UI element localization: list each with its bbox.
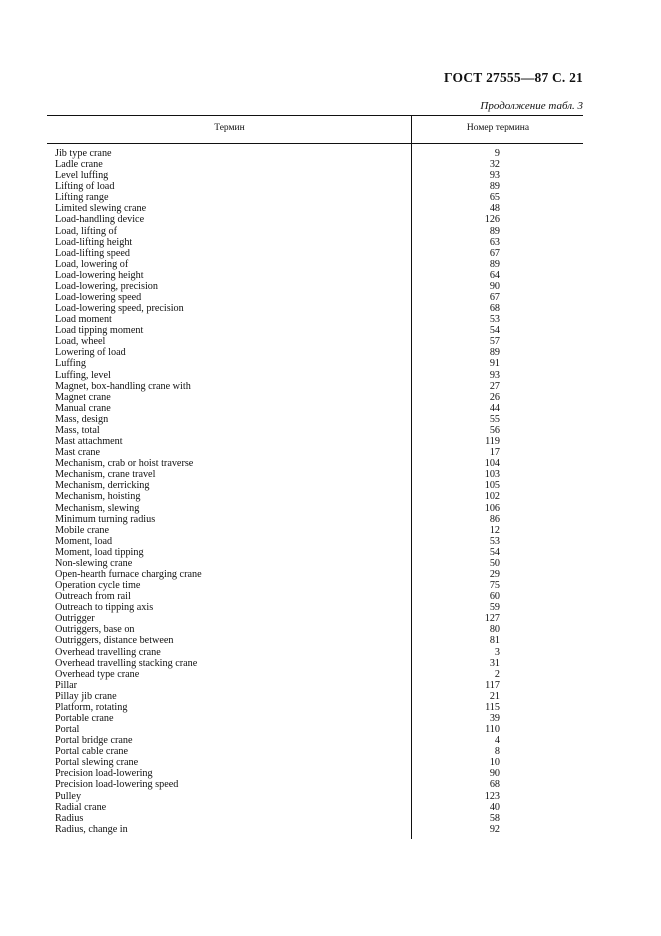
- table-row: [47, 514, 583, 525]
- term-cell: Outreach to tipping axis: [55, 602, 154, 614]
- table-row: [47, 791, 583, 802]
- term-number-cell: 55: [489, 413, 500, 425]
- term-number-cell: 56: [489, 424, 500, 436]
- term-number-cell: 80: [489, 624, 500, 636]
- term-number-cell: 26: [489, 391, 500, 403]
- term-number-cell: 89: [489, 225, 500, 237]
- term-number-cell: 2: [494, 668, 500, 680]
- term-number-cell: 93: [489, 369, 500, 381]
- term-cell: Load tipping moment: [55, 325, 144, 337]
- table-row: [47, 680, 583, 691]
- term-number-cell: 126: [484, 214, 500, 226]
- table-row: [47, 425, 583, 436]
- term-cell: Load moment: [55, 314, 112, 326]
- table-continuation-label: Продолжение табл. 3: [480, 100, 583, 112]
- table-row: [47, 148, 583, 159]
- table-row: [47, 325, 583, 336]
- table-row: [47, 314, 583, 325]
- table-row: [47, 381, 583, 392]
- table-header: [47, 115, 583, 144]
- term-cell: Portal: [55, 724, 80, 736]
- table-row: [47, 281, 583, 292]
- term-cell: Mass, total: [55, 424, 100, 436]
- term-cell: Level luffing: [55, 170, 109, 182]
- table-row: [47, 469, 583, 480]
- term-cell: Load-lowering speed, precision: [55, 303, 184, 315]
- term-number-cell: 115: [485, 701, 500, 713]
- table-row: [47, 403, 583, 414]
- term-cell: Radius: [55, 812, 84, 824]
- table-body: [47, 144, 583, 835]
- term-number-cell: 110: [485, 724, 500, 736]
- term-cell: Platform, rotating: [55, 701, 128, 713]
- term-cell: Overhead travelling stacking crane: [55, 657, 198, 669]
- table-row: [47, 602, 583, 613]
- term-cell: Jib type crane: [55, 148, 112, 159]
- term-cell: Mechanism, crab or hoist traverse: [55, 458, 194, 470]
- term-number-cell: 65: [489, 192, 500, 204]
- term-number-cell: 102: [484, 491, 500, 503]
- table-row: [47, 735, 583, 746]
- table-row: [47, 802, 583, 813]
- term-cell: Luffing, level: [55, 369, 111, 381]
- term-number-cell: 21: [489, 690, 500, 702]
- term-number-cell: 90: [489, 768, 500, 780]
- term-cell: Precision load-lowering: [55, 768, 153, 780]
- table-row: [47, 757, 583, 768]
- term-cell: Non-slewing crane: [55, 557, 133, 569]
- term-number-cell: 59: [489, 602, 500, 614]
- term-number-cell: 54: [489, 546, 500, 558]
- term-cell: Load, lowering of: [55, 258, 129, 270]
- table-row: [47, 669, 583, 680]
- term-cell: Mast crane: [55, 447, 100, 459]
- term-cell: Outriggers, base on: [55, 624, 135, 636]
- table-row: [47, 813, 583, 824]
- term-number-cell: 54: [489, 325, 500, 337]
- term-number-cell: 9: [494, 148, 500, 159]
- term-number-cell: 3: [494, 646, 500, 658]
- term-cell: Mechanism, crane travel: [55, 469, 156, 481]
- table-row: [47, 702, 583, 713]
- term-number-cell: 90: [489, 280, 500, 292]
- term-number-cell: 86: [489, 513, 500, 525]
- term-cell: Portal bridge crane: [55, 735, 133, 747]
- term-number-cell: 68: [489, 779, 500, 791]
- term-cell: Radial crane: [55, 801, 107, 813]
- page-header: ГОСТ 27555—87 С. 21: [444, 70, 583, 85]
- term-number-cell: 93: [489, 170, 500, 182]
- term-number-cell: 117: [485, 679, 500, 691]
- term-number-cell: 8: [494, 746, 500, 758]
- term-number-cell: 27: [489, 380, 500, 392]
- table-row: [47, 170, 583, 181]
- term-number-cell: 12: [489, 524, 500, 536]
- term-number-cell: 123: [484, 790, 500, 802]
- term-number-cell: 53: [489, 314, 500, 326]
- table-row: [47, 647, 583, 658]
- table-row: [47, 270, 583, 281]
- term-cell: Manual crane: [55, 402, 111, 414]
- term-number-cell: 89: [489, 258, 500, 270]
- term-cell: Radius, change in: [55, 823, 128, 835]
- table-row: [47, 824, 583, 835]
- term-cell: Portal cable crane: [55, 746, 128, 758]
- term-number-cell: 92: [489, 823, 500, 835]
- table-row: [47, 458, 583, 469]
- term-number-cell: 63: [489, 236, 500, 248]
- table-row: [47, 558, 583, 569]
- term-cell: Pulley: [55, 790, 82, 802]
- term-number-cell: 58: [489, 812, 500, 824]
- term-number-cell: 67: [489, 247, 500, 259]
- table-row: [47, 569, 583, 580]
- term-cell: Lifting range: [55, 192, 109, 204]
- term-number-cell: 32: [489, 159, 500, 171]
- term-cell: Limited slewing crane: [55, 203, 147, 215]
- table-row: [47, 491, 583, 502]
- term-cell: Overhead travelling crane: [55, 646, 161, 658]
- term-cell: Mast attachment: [55, 436, 123, 448]
- term-number-cell: 60: [489, 591, 500, 603]
- term-number-cell: 75: [489, 580, 500, 592]
- table-row: [47, 658, 583, 669]
- table-row: [47, 580, 583, 591]
- term-number-cell: 105: [484, 480, 500, 492]
- term-number-cell: 53: [489, 535, 500, 547]
- table-row: [47, 303, 583, 314]
- term-cell: Precision load-lowering speed: [55, 779, 179, 791]
- table-row: [47, 779, 583, 790]
- term-cell: Load-lowering speed: [55, 292, 142, 304]
- term-number-cell: 89: [489, 347, 500, 359]
- term-cell: Mass, design: [55, 413, 109, 425]
- table-row: [47, 248, 583, 259]
- table-row: [47, 203, 583, 214]
- column-header-number: Номер термина: [466, 123, 530, 133]
- table-row: [47, 347, 583, 358]
- term-cell: Load-handling device: [55, 214, 145, 226]
- term-number-cell: 104: [484, 458, 500, 470]
- term-number-cell: 103: [484, 469, 500, 481]
- table-row: [47, 214, 583, 225]
- table-row: [47, 358, 583, 369]
- term-number-cell: 91: [489, 358, 500, 370]
- table-row: [47, 447, 583, 458]
- term-number-cell: 81: [489, 635, 500, 647]
- term-number-cell: 39: [489, 712, 500, 724]
- term-number-cell: 64: [489, 269, 500, 281]
- term-number-cell: 67: [489, 292, 500, 304]
- table-row: [47, 159, 583, 170]
- term-cell: Load-lowering, precision: [55, 280, 158, 292]
- term-number-cell: 89: [489, 181, 500, 193]
- table-row: [47, 503, 583, 514]
- terms-table: [47, 115, 583, 835]
- term-cell: Mechanism, hoisting: [55, 491, 141, 503]
- term-number-cell: 57: [489, 336, 500, 348]
- term-cell: Load-lifting height: [55, 236, 133, 248]
- term-number-cell: 31: [489, 657, 500, 669]
- term-cell: Outreach from rail: [55, 591, 131, 603]
- table-row: [47, 624, 583, 635]
- table-row: [47, 237, 583, 248]
- term-number-cell: 48: [489, 203, 500, 215]
- term-number-cell: 44: [489, 402, 500, 414]
- term-cell: Load, lifting of: [55, 225, 117, 237]
- term-cell: Lowering of load: [55, 347, 126, 359]
- table-row: [47, 724, 583, 735]
- term-number-cell: 50: [489, 557, 500, 569]
- table-row: [47, 436, 583, 447]
- term-cell: Operation cycle time: [55, 580, 141, 592]
- term-number-cell: 4: [494, 735, 500, 747]
- term-cell: Luffing: [55, 358, 86, 370]
- term-cell: Mechanism, slewing: [55, 502, 140, 514]
- table-row: [47, 292, 583, 303]
- table-row: [47, 226, 583, 237]
- table-row: [47, 392, 583, 403]
- term-cell: Lifting of load: [55, 181, 115, 193]
- term-cell: Load-lifting speed: [55, 247, 130, 259]
- table-row: [47, 480, 583, 491]
- term-cell: Outrigger: [55, 613, 95, 625]
- table-row: [47, 691, 583, 702]
- term-number-cell: 119: [485, 436, 500, 448]
- term-cell: Pillar: [55, 679, 78, 691]
- table-row: [47, 547, 583, 558]
- term-cell: Load-lowering height: [55, 269, 144, 281]
- term-number-cell: 40: [489, 801, 500, 813]
- table-row: [47, 370, 583, 381]
- term-cell: Open-hearth furnace charging crane: [55, 568, 202, 580]
- term-number-cell: 29: [489, 568, 500, 580]
- term-cell: Moment, load tipping: [55, 546, 144, 558]
- table-row: [47, 613, 583, 624]
- term-cell: Ladle crane: [55, 159, 103, 171]
- term-cell: Magnet, box-handling crane with: [55, 380, 191, 392]
- table-row: [47, 713, 583, 724]
- table-row: [47, 635, 583, 646]
- term-cell: Minimum turning radius: [55, 513, 156, 525]
- table-row: [47, 768, 583, 779]
- table-row: [47, 259, 583, 270]
- term-number-cell: 106: [484, 502, 500, 514]
- term-cell: Mobile crane: [55, 524, 110, 536]
- column-header-term: Термин: [214, 123, 245, 133]
- table-row: [47, 536, 583, 547]
- term-number-cell: 10: [489, 757, 500, 769]
- term-cell: Pillay jib crane: [55, 690, 117, 702]
- term-number-cell: 17: [489, 447, 500, 459]
- term-cell: Portal slewing crane: [55, 757, 139, 769]
- term-cell: Load, wheel: [55, 336, 106, 348]
- term-number-cell: 68: [489, 303, 500, 315]
- table-row: [47, 336, 583, 347]
- table-row: [47, 414, 583, 425]
- term-cell: Moment, load: [55, 535, 113, 547]
- table-row: [47, 181, 583, 192]
- term-cell: Portable crane: [55, 712, 114, 724]
- table-row: [47, 746, 583, 757]
- term-cell: Magnet crane: [55, 391, 111, 403]
- table-row: [47, 591, 583, 602]
- term-cell: Overhead type crane: [55, 668, 140, 680]
- term-number-cell: 127: [484, 613, 500, 625]
- term-cell: Mechanism, derricking: [55, 480, 150, 492]
- table-row: [47, 192, 583, 203]
- table-row: [47, 525, 583, 536]
- term-cell: Outriggers, distance between: [55, 635, 174, 647]
